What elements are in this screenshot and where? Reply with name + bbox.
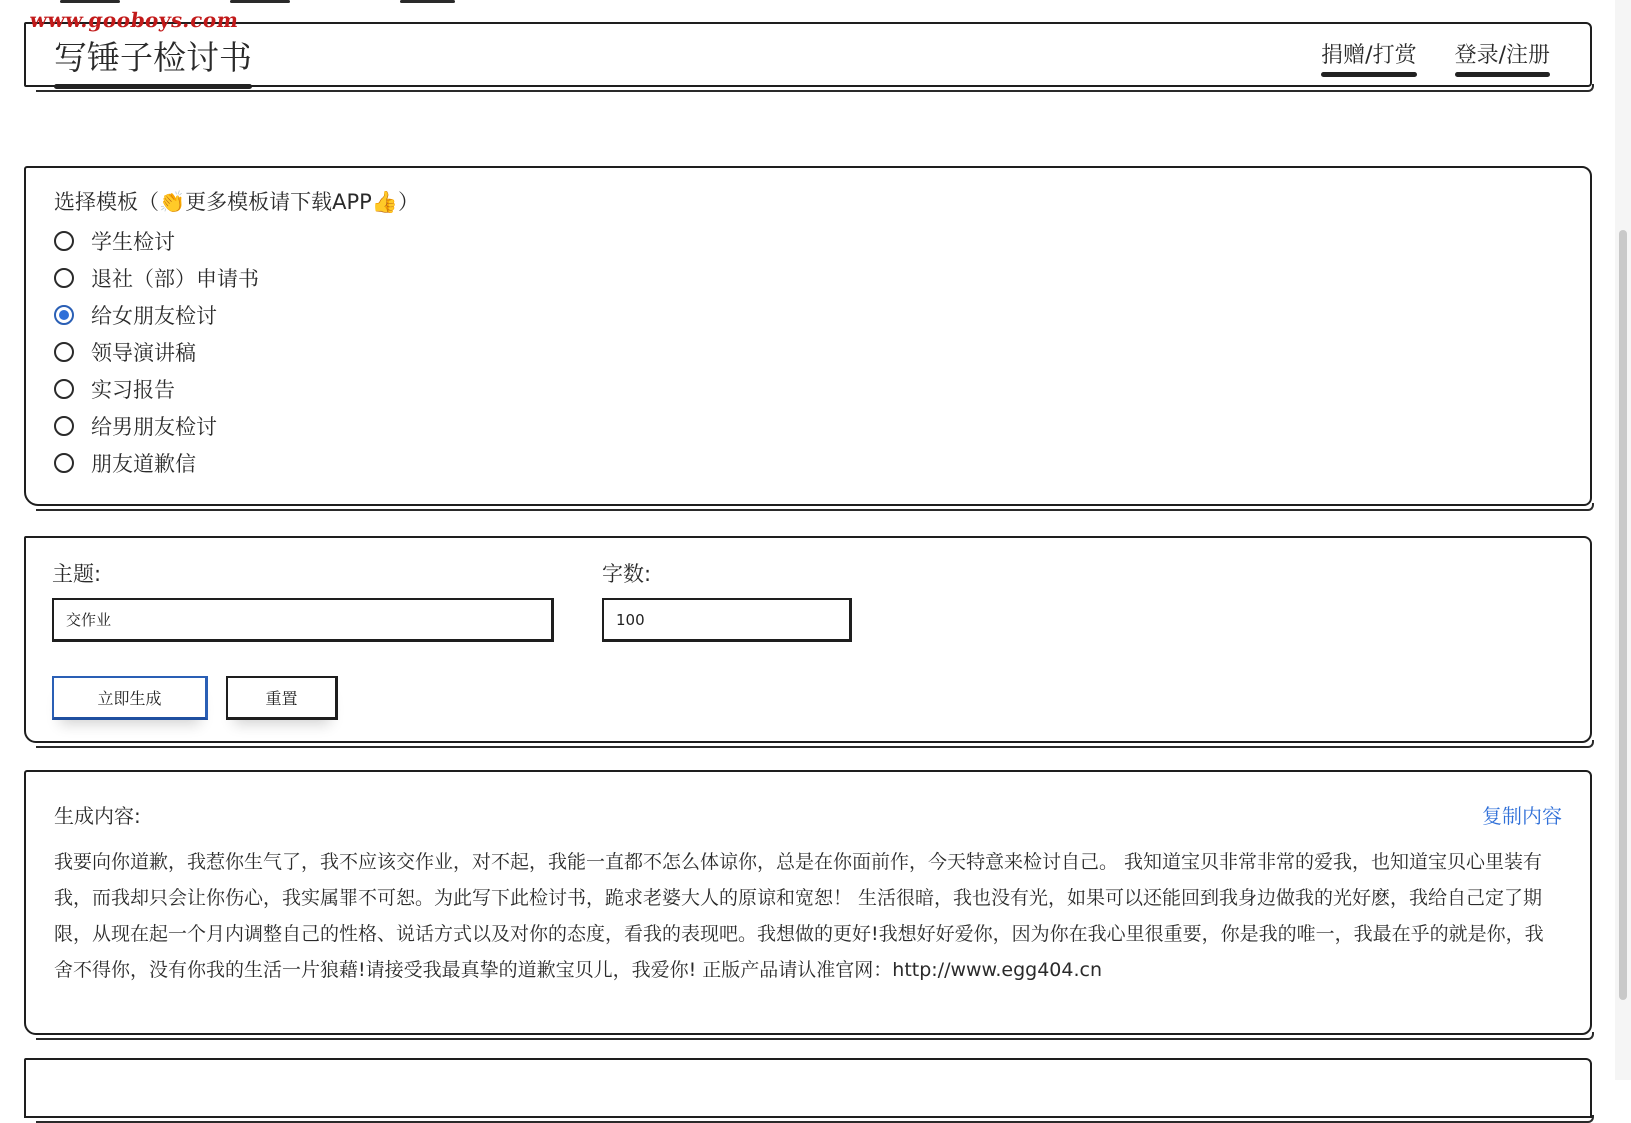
radio-unchecked-icon[interactable] <box>54 379 74 399</box>
template-option-label: 给男朋友检讨 <box>91 414 217 439</box>
login-register-link[interactable]: 登录/注册 <box>1455 38 1550 71</box>
template-option-label: 给女朋友检讨 <box>91 303 217 328</box>
radio-unchecked-icon[interactable] <box>54 268 74 288</box>
form-card <box>24 536 1592 743</box>
topic-input[interactable] <box>52 598 554 642</box>
radio-checked-icon[interactable] <box>54 305 74 325</box>
template-title: 选择模板（👏更多模板请下载APP👍） <box>54 190 419 214</box>
template-option[interactable] <box>54 296 259 333</box>
radio-unchecked-icon[interactable] <box>54 342 74 362</box>
radio-unchecked-icon[interactable] <box>54 453 74 473</box>
word-count-label: 字数: <box>602 562 652 586</box>
template-radio-list <box>54 222 259 481</box>
generated-text: 我要向你道歉，我惹你生气了，我不应该交作业，对不起，我能一直都不怎么体谅你，总是在你面前作，今天特意来检讨自己。 我知道宝贝非常非常的爱我，也知道宝贝心里装有我，而我却只会让你伤心，我实属罪不可恕。为此写下此检讨书，跪求老婆大人的原谅和宽恕！ 生活很暗，我也没有光，如果可以还能回到我身边做我的光好麽，我给自己定了期限，从现在起一个月内调整自己的性格、说话方式以及对你的态度，看我的表现吧。我想做的更好!我想好好爱你，因为你在我心里很重要，你是我的唯一，我最在乎的就是你，我舍不得你，没有你我的生活一片狼藉!请接受我最真挚的道歉宝贝儿，我爱你! 正版产品请认准官网：http://www.egg404.cn <box>54 851 1544 981</box>
topic-label: 主题: <box>52 562 102 586</box>
top-edge-stub <box>400 0 455 3</box>
template-option-label: 实习报告 <box>91 377 175 402</box>
copy-content-link[interactable]: 复制内容 <box>1482 804 1562 828</box>
reset-button[interactable]: 重置 <box>226 676 338 720</box>
output-card <box>24 770 1592 1035</box>
template-option[interactable] <box>54 259 259 296</box>
top-edge-stub <box>60 0 120 3</box>
bottom-card <box>24 1058 1592 1118</box>
template-option[interactable] <box>54 407 259 444</box>
template-option[interactable] <box>54 370 259 407</box>
donate-link[interactable]: 捐赠/打赏 <box>1321 38 1416 71</box>
template-option[interactable] <box>54 222 259 259</box>
radio-unchecked-icon[interactable] <box>54 231 74 251</box>
site-logo[interactable]: 写锤子检讨书 <box>54 32 252 83</box>
header-nav <box>1321 38 1550 71</box>
site-header <box>24 22 1592 87</box>
template-option[interactable] <box>54 333 259 370</box>
top-edge-stub <box>230 0 290 3</box>
template-card <box>24 166 1592 506</box>
scrollbar-thumb[interactable] <box>1619 230 1627 1000</box>
word-count-input[interactable] <box>602 598 852 642</box>
template-option[interactable] <box>54 444 259 481</box>
output-label: 生成内容: <box>54 804 141 828</box>
template-option-label: 学生检讨 <box>91 229 175 254</box>
site-watermark: www.gooboys.com <box>28 8 241 32</box>
generate-button[interactable]: 立即生成 <box>52 676 208 720</box>
scrollbar-track[interactable] <box>1615 0 1631 1080</box>
template-option-label: 朋友道歉信 <box>91 451 196 476</box>
radio-unchecked-icon[interactable] <box>54 416 74 436</box>
template-option-label: 退社（部）申请书 <box>91 266 259 291</box>
template-option-label: 领导演讲稿 <box>91 340 196 365</box>
